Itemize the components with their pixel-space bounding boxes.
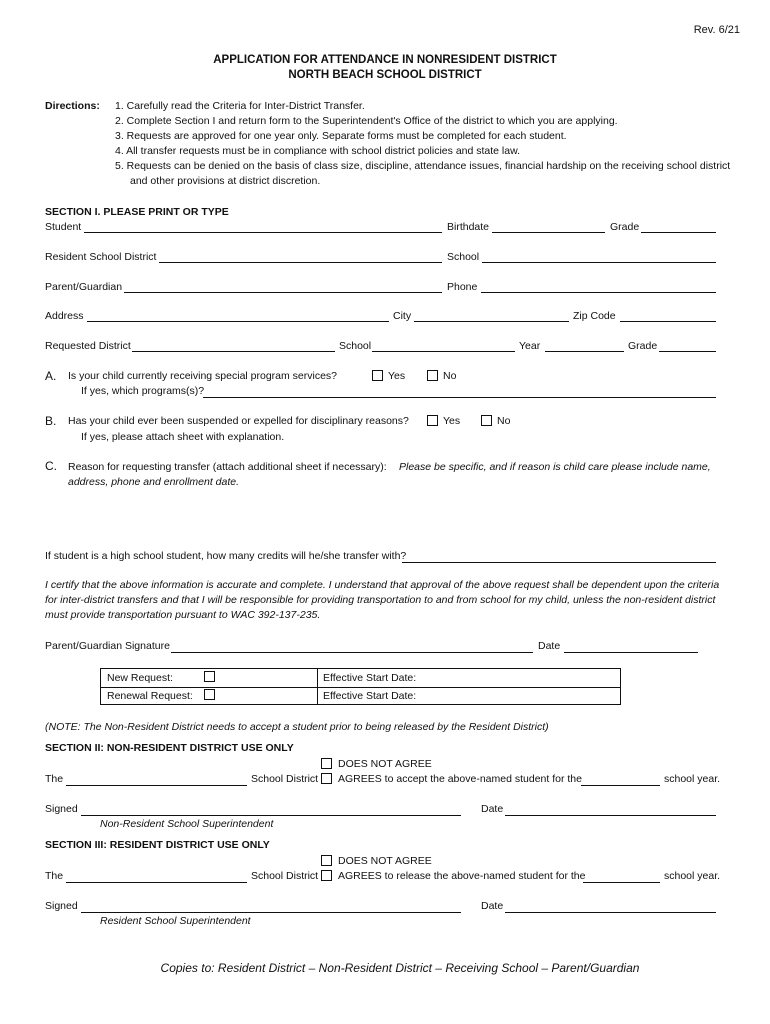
section3-school-year-field[interactable] bbox=[583, 871, 660, 883]
city-label: City bbox=[393, 310, 412, 322]
address-label: Address bbox=[45, 310, 84, 322]
direction-item: 3. Requests are approved for one year only. Separate forms must be completed for each student. bbox=[115, 130, 567, 142]
question-c-instructions: Please be specific, and if reason is child care please include name, bbox=[399, 461, 711, 473]
question-a-no-label: No bbox=[443, 370, 457, 382]
section3-role: Resident School Superintendent bbox=[100, 915, 251, 927]
requested-district-field[interactable] bbox=[132, 340, 335, 352]
direction-item-continued: and other provisions at district discretion. bbox=[130, 175, 321, 187]
section2-the-label: The bbox=[45, 773, 64, 785]
section2-agrees-label: AGREES to accept the above-named student for the bbox=[338, 773, 582, 785]
question-a-yes-label: Yes bbox=[388, 370, 406, 382]
question-c-text: Reason for requesting transfer (attach additional sheet if necessary): bbox=[68, 461, 387, 473]
school-field[interactable] bbox=[482, 251, 716, 263]
section2-district-field[interactable] bbox=[66, 774, 247, 786]
section2-school-year-field[interactable] bbox=[581, 774, 660, 786]
section3-agrees-checkbox[interactable] bbox=[321, 870, 332, 881]
section3-heading: SECTION III: RESIDENT DISTRICT USE ONLY bbox=[45, 839, 270, 851]
question-b-no-checkbox[interactable] bbox=[481, 415, 492, 426]
section2-signed-field[interactable] bbox=[81, 804, 461, 816]
signature-label: Parent/Guardian Signature bbox=[45, 640, 170, 652]
section2-school-district-label: School District bbox=[251, 773, 319, 785]
direction-item: 4. All transfer requests must be in compliance with school district policies and state law. bbox=[115, 145, 521, 157]
phone-field[interactable] bbox=[481, 281, 716, 293]
year-label: Year bbox=[519, 340, 541, 352]
question-a-letter: A. bbox=[45, 369, 57, 383]
credits-label: If student is a high school student, how many credits will he/she transfer with? bbox=[45, 550, 407, 562]
question-b-letter: B. bbox=[45, 414, 57, 428]
grade-label: Grade bbox=[610, 221, 640, 233]
section2-heading: SECTION II: NON-RESIDENT DISTRICT USE ONLY bbox=[45, 742, 294, 754]
zip-label: Zip Code bbox=[573, 310, 616, 322]
requested-district-label: Requested District bbox=[45, 340, 131, 352]
section2-school-year-label: school year. bbox=[664, 773, 721, 785]
directions-label: Directions: bbox=[45, 100, 100, 112]
section2-date-field[interactable] bbox=[505, 804, 716, 816]
question-a-no-checkbox[interactable] bbox=[427, 370, 438, 381]
effective-start-date-label: Effective Start Date: bbox=[323, 672, 417, 684]
note-text: (NOTE: The Non-Resident District needs to accept a student prior to being released by the Resident District) bbox=[45, 721, 549, 733]
address-field[interactable] bbox=[87, 310, 389, 322]
certification-line: I certify that the above information is accurate and complete. I understand that approval of the above request shall be dependent upon the criteria bbox=[45, 579, 720, 591]
section2-date-label: Date bbox=[481, 803, 504, 815]
section2-signed-label: Signed bbox=[45, 803, 78, 815]
zip-field[interactable] bbox=[620, 310, 716, 322]
parent-label: Parent/Guardian bbox=[45, 281, 123, 293]
question-c-letter: C. bbox=[45, 459, 57, 473]
section3-school-year-label: school year. bbox=[664, 870, 721, 882]
section3-date-label: Date bbox=[481, 900, 504, 912]
question-b-no-label: No bbox=[497, 415, 511, 427]
school-label: School bbox=[447, 251, 480, 263]
signature-date-label: Date bbox=[538, 640, 561, 652]
direction-item: 1. Carefully read the Criteria for Inter-District Transfer. bbox=[115, 100, 365, 112]
section2-role: Non-Resident School Superintendent bbox=[100, 818, 274, 830]
question-a-yes-checkbox[interactable] bbox=[372, 370, 383, 381]
section3-school-district-label: School District bbox=[251, 870, 319, 882]
direction-item: 5. Requests can be denied on the basis of class size, discipline, attendance issues, financial hardship on the receiving school district bbox=[115, 160, 731, 172]
grade2-label: Grade bbox=[628, 340, 658, 352]
signature-field[interactable] bbox=[171, 641, 533, 653]
question-b-sub: If yes, please attach sheet with explanation. bbox=[81, 431, 285, 443]
effective-start-date-label: Effective Start Date: bbox=[323, 690, 417, 702]
certification-line: must provide transportation pursuant to WAC 392-137-235. bbox=[45, 609, 321, 621]
question-a-sub: If yes, which programs(s)? bbox=[81, 385, 205, 397]
section3-does-not-agree-label: DOES NOT AGREE bbox=[338, 855, 432, 867]
question-b-yes-checkbox[interactable] bbox=[427, 415, 438, 426]
section3-agrees-label: AGREES to release the above-named student for the bbox=[338, 870, 586, 882]
section3-the-label: The bbox=[45, 870, 64, 882]
question-a-text: Is your child currently receiving special program services? bbox=[68, 370, 338, 382]
section1-heading: SECTION I. PLEASE PRINT OR TYPE bbox=[45, 206, 229, 218]
city-field[interactable] bbox=[414, 310, 569, 322]
section3-does-not-agree-checkbox[interactable] bbox=[321, 855, 332, 866]
question-c-instructions-continued: address, phone and enrollment date. bbox=[68, 476, 240, 488]
direction-item: 2. Complete Section I and return form to the Superintendent's Office of the district to which you are applying. bbox=[115, 115, 618, 127]
section3-district-field[interactable] bbox=[66, 871, 247, 883]
district-name: NORTH BEACH SCHOOL DISTRICT bbox=[288, 69, 482, 81]
student-field[interactable] bbox=[84, 221, 442, 233]
form-title: APPLICATION FOR ATTENDANCE IN NONRESIDENT DISTRICT bbox=[213, 54, 557, 66]
section2-agrees-checkbox[interactable] bbox=[321, 773, 332, 784]
question-b-yes-label: Yes bbox=[443, 415, 461, 427]
resident-district-label: Resident School District bbox=[45, 251, 157, 263]
new-request-checkbox[interactable] bbox=[204, 671, 215, 682]
birthdate-label: Birthdate bbox=[447, 221, 490, 233]
grade-field[interactable] bbox=[641, 221, 716, 233]
section2-does-not-agree-checkbox[interactable] bbox=[321, 758, 332, 769]
resident-district-field[interactable] bbox=[159, 251, 442, 263]
requested-school-field[interactable] bbox=[372, 340, 515, 352]
birthdate-field[interactable] bbox=[492, 221, 605, 233]
question-b-text: Has your child ever been suspended or expelled for disciplinary reasons? bbox=[68, 415, 409, 427]
section2-does-not-agree-label: DOES NOT AGREE bbox=[338, 758, 432, 770]
section3-signed-field[interactable] bbox=[81, 901, 461, 913]
certification-line: for inter-district transfers and that I will be responsible for providing transportation to and from school for my child, unless the non-resident district bbox=[45, 594, 716, 606]
programs-field[interactable] bbox=[203, 386, 716, 398]
copies-footer: Copies to: Resident District – Non-Resident District – Receiving School – Parent/Guardian bbox=[160, 961, 640, 975]
section3-date-field[interactable] bbox=[505, 901, 716, 913]
requested-school-label: School bbox=[339, 340, 372, 352]
grade2-field[interactable] bbox=[659, 340, 716, 352]
year-field[interactable] bbox=[545, 340, 624, 352]
credits-field[interactable] bbox=[402, 551, 716, 563]
parent-field[interactable] bbox=[124, 281, 442, 293]
new-request-label: New Request: bbox=[107, 672, 173, 684]
section3-signed-label: Signed bbox=[45, 900, 78, 912]
revision-label: Rev. 6/21 bbox=[693, 24, 740, 36]
student-label: Student bbox=[45, 221, 82, 233]
renewal-request-checkbox[interactable] bbox=[204, 689, 215, 700]
phone-label: Phone bbox=[447, 281, 478, 293]
signature-date-field[interactable] bbox=[564, 641, 698, 653]
reason-area[interactable] bbox=[68, 492, 716, 540]
renewal-request-label: Renewal Request: bbox=[107, 690, 193, 702]
